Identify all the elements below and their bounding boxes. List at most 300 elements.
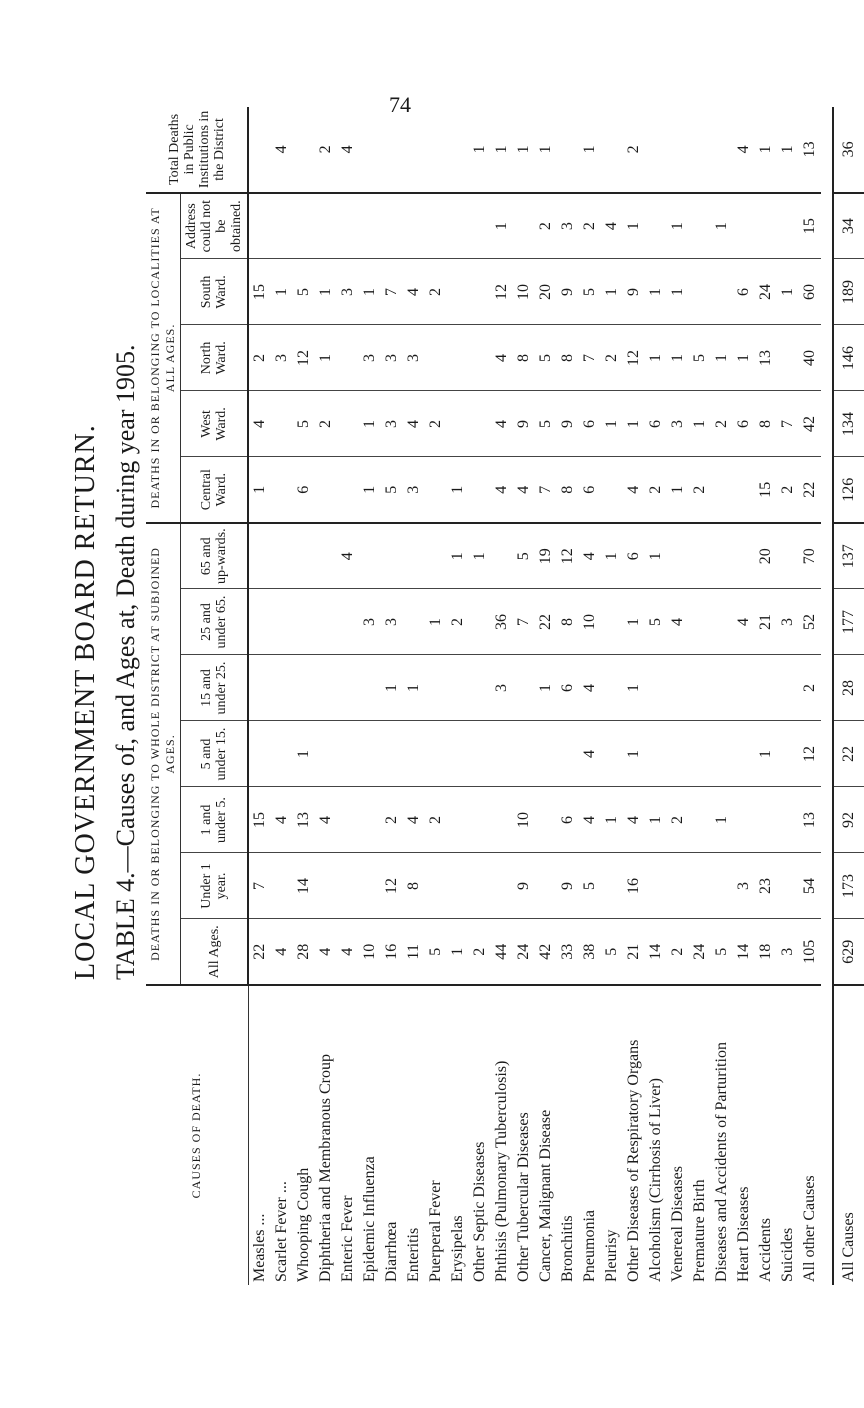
- causes-header: CAUSES OF DEATH.: [146, 985, 248, 1285]
- count-cell: 1: [755, 107, 777, 193]
- count-cell: [689, 721, 711, 787]
- count-cell: [248, 107, 271, 193]
- cause-name: Bronchitis: [559, 1215, 576, 1282]
- count-cell: 4: [579, 523, 601, 589]
- count-cell: 1: [711, 193, 733, 259]
- count-cell: [733, 787, 755, 853]
- count-cell: 1: [667, 193, 689, 259]
- count-cell: 2: [667, 919, 689, 985]
- table-row: [513, 107, 535, 1285]
- count-cell: 28: [833, 655, 864, 721]
- count-cell: 3: [359, 589, 381, 655]
- causes-of-death-table: [146, 107, 864, 1285]
- count-cell: [469, 853, 491, 919]
- count-cell: [293, 523, 315, 589]
- count-cell: 6: [645, 391, 667, 457]
- count-cell: 12: [557, 523, 579, 589]
- count-cell: [711, 523, 733, 589]
- count-cell: 1: [623, 193, 645, 259]
- count-cell: 1: [601, 259, 623, 325]
- count-cell: [425, 193, 447, 259]
- count-cell: 1: [645, 787, 667, 853]
- count-cell: 4: [491, 391, 513, 457]
- count-cell: 20: [535, 259, 557, 325]
- count-cell: [248, 589, 271, 655]
- count-cell: [425, 457, 447, 523]
- count-cell: 9: [513, 391, 535, 457]
- cause-name: Pneumonia: [581, 1210, 598, 1282]
- count-cell: [359, 523, 381, 589]
- count-cell: 4: [271, 919, 293, 985]
- count-cell: 24: [513, 919, 535, 985]
- count-cell: 22: [799, 457, 821, 523]
- column-header: 65 and up-wards.: [181, 523, 249, 589]
- count-cell: 1: [777, 259, 799, 325]
- count-cell: 7: [579, 325, 601, 391]
- count-cell: 3: [667, 391, 689, 457]
- count-cell: 1: [755, 721, 777, 787]
- count-cell: 10: [359, 919, 381, 985]
- count-cell: 189: [833, 259, 864, 325]
- count-cell: 7: [381, 259, 403, 325]
- count-cell: [293, 655, 315, 721]
- count-cell: 2: [425, 391, 447, 457]
- table-body: [248, 107, 864, 1285]
- count-cell: 5: [513, 523, 535, 589]
- count-cell: [447, 107, 469, 193]
- count-cell: [359, 193, 381, 259]
- count-cell: 9: [557, 259, 579, 325]
- count-cell: 5: [689, 325, 711, 391]
- count-cell: [733, 457, 755, 523]
- count-cell: [315, 523, 337, 589]
- count-cell: 6: [557, 655, 579, 721]
- count-cell: [513, 655, 535, 721]
- count-cell: 60: [799, 259, 821, 325]
- count-cell: 36: [491, 589, 513, 655]
- table-row: [535, 107, 557, 1285]
- table-row: [557, 107, 579, 1285]
- count-cell: [667, 523, 689, 589]
- count-cell: [513, 193, 535, 259]
- count-cell: 4: [403, 391, 425, 457]
- table-row: [337, 107, 359, 1285]
- count-cell: [248, 193, 271, 259]
- count-cell: 16: [623, 853, 645, 919]
- count-cell: [645, 193, 667, 259]
- count-cell: 6: [623, 523, 645, 589]
- count-cell: [513, 721, 535, 787]
- column-header: Address could not be obtained.: [181, 193, 249, 259]
- count-cell: 12: [381, 853, 403, 919]
- count-cell: [645, 107, 667, 193]
- count-cell: 18: [755, 919, 777, 985]
- count-cell: 2: [469, 919, 491, 985]
- cause-name: Enteric Fever: [339, 1195, 356, 1282]
- count-cell: 1: [491, 107, 513, 193]
- count-cell: 1: [535, 107, 557, 193]
- count-cell: 2: [799, 655, 821, 721]
- count-cell: 6: [733, 391, 755, 457]
- count-cell: [667, 655, 689, 721]
- table-row: [623, 107, 645, 1285]
- count-cell: 13: [755, 325, 777, 391]
- count-cell: 15: [248, 259, 271, 325]
- count-cell: [337, 721, 359, 787]
- cause-name: Diarrhœa: [383, 1221, 400, 1282]
- count-cell: [447, 325, 469, 391]
- count-cell: 12: [799, 721, 821, 787]
- count-cell: 1: [623, 655, 645, 721]
- count-cell: 134: [833, 391, 864, 457]
- count-cell: 1: [403, 655, 425, 721]
- count-cell: [447, 787, 469, 853]
- count-cell: 1: [623, 721, 645, 787]
- count-cell: [403, 523, 425, 589]
- count-cell: 3: [777, 589, 799, 655]
- table-row: [689, 107, 711, 1285]
- count-cell: 1: [513, 107, 535, 193]
- count-cell: [425, 721, 447, 787]
- count-cell: 1: [711, 325, 733, 391]
- count-cell: 2: [248, 325, 271, 391]
- count-cell: 3: [359, 325, 381, 391]
- table-row: [248, 107, 271, 1285]
- count-cell: 92: [833, 787, 864, 853]
- table-row: [469, 107, 491, 1285]
- count-cell: [271, 721, 293, 787]
- count-cell: [447, 193, 469, 259]
- count-cell: [469, 193, 491, 259]
- count-cell: [645, 655, 667, 721]
- count-cell: 14: [293, 853, 315, 919]
- count-cell: 42: [799, 391, 821, 457]
- count-cell: 4: [271, 787, 293, 853]
- count-cell: 1: [359, 457, 381, 523]
- table-row: [403, 107, 425, 1285]
- count-cell: 2: [689, 457, 711, 523]
- count-cell: 6: [579, 457, 601, 523]
- count-cell: [271, 391, 293, 457]
- count-cell: 15: [799, 193, 821, 259]
- count-cell: 5: [601, 919, 623, 985]
- count-cell: 33: [557, 919, 579, 985]
- count-cell: 1: [667, 325, 689, 391]
- count-cell: [447, 721, 469, 787]
- count-cell: 5: [579, 853, 601, 919]
- count-cell: 3: [381, 391, 403, 457]
- count-cell: 8: [557, 325, 579, 391]
- cause-name: Enteritis: [405, 1227, 422, 1282]
- table-row: [799, 107, 821, 1285]
- count-cell: 137: [833, 523, 864, 589]
- column-header: South Ward.: [181, 259, 249, 325]
- count-cell: 1: [667, 259, 689, 325]
- count-cell: 6: [579, 391, 601, 457]
- count-cell: 4: [491, 325, 513, 391]
- count-cell: 13: [799, 107, 821, 193]
- count-cell: 1: [601, 391, 623, 457]
- column-header: All Ages.: [181, 919, 249, 985]
- count-cell: [689, 787, 711, 853]
- cause-name: Other Diseases of Respiratory Organs: [625, 1039, 642, 1282]
- count-cell: 2: [601, 325, 623, 391]
- count-cell: [315, 193, 337, 259]
- count-cell: [491, 787, 513, 853]
- count-cell: [469, 589, 491, 655]
- count-cell: 22: [535, 589, 557, 655]
- count-cell: [777, 193, 799, 259]
- count-cell: 4: [315, 919, 337, 985]
- table-row: [447, 107, 469, 1285]
- column-header: West Ward.: [181, 391, 249, 457]
- count-cell: 6: [293, 457, 315, 523]
- count-cell: 1: [447, 457, 469, 523]
- count-cell: [293, 589, 315, 655]
- count-cell: 5: [535, 391, 557, 457]
- cause-name: Pleurisy: [603, 1229, 620, 1282]
- cause-name: Puerperal Fever: [427, 1180, 444, 1282]
- count-cell: [315, 721, 337, 787]
- table-row: [777, 107, 799, 1285]
- count-cell: [403, 107, 425, 193]
- cause-name: Epidemic Influenza: [361, 1156, 378, 1282]
- count-cell: 2: [579, 193, 601, 259]
- cause-name: Suicides: [779, 1227, 796, 1282]
- column-header: 5 and under 15.: [181, 721, 249, 787]
- count-cell: 1: [579, 107, 601, 193]
- count-cell: 1: [623, 391, 645, 457]
- count-cell: 4: [601, 193, 623, 259]
- count-cell: [469, 457, 491, 523]
- count-cell: 5: [645, 589, 667, 655]
- count-cell: 4: [403, 259, 425, 325]
- count-cell: 3: [777, 919, 799, 985]
- count-cell: [359, 107, 381, 193]
- table-title: TABLE 4.—Causes of, and Ages at, Death during year 1905.: [111, 344, 140, 980]
- count-cell: [248, 655, 271, 721]
- count-cell: 2: [777, 457, 799, 523]
- count-cell: 5: [293, 259, 315, 325]
- count-cell: 14: [733, 919, 755, 985]
- count-cell: 1: [469, 107, 491, 193]
- cause-name: Cancer, Malignant Disease: [537, 1109, 554, 1282]
- count-cell: 4: [248, 391, 271, 457]
- count-cell: [711, 457, 733, 523]
- count-cell: 38: [579, 919, 601, 985]
- count-cell: 1: [447, 919, 469, 985]
- count-cell: 22: [833, 721, 864, 787]
- column-header: 15 and under 25.: [181, 655, 249, 721]
- count-cell: 24: [755, 259, 777, 325]
- count-cell: 4: [315, 787, 337, 853]
- count-cell: 1: [491, 193, 513, 259]
- count-cell: [359, 787, 381, 853]
- localities-group-header: DEATHS IN OR BELONGING TO LOCALITIES AT ALL AGES.: [146, 193, 181, 523]
- count-cell: 2: [667, 787, 689, 853]
- count-cell: 40: [799, 325, 821, 391]
- count-cell: [447, 655, 469, 721]
- count-cell: 629: [833, 919, 864, 985]
- count-cell: [601, 655, 623, 721]
- rotated-table-wrapper: [146, 110, 857, 1285]
- count-cell: 7: [248, 853, 271, 919]
- cause-name: All other Causes: [801, 1175, 818, 1282]
- count-cell: 4: [337, 107, 359, 193]
- count-cell: [271, 193, 293, 259]
- count-cell: [601, 721, 623, 787]
- count-cell: 8: [557, 457, 579, 523]
- table-row: [315, 107, 337, 1285]
- count-cell: 1: [359, 391, 381, 457]
- count-cell: [689, 589, 711, 655]
- count-cell: 5: [711, 919, 733, 985]
- count-cell: [447, 853, 469, 919]
- count-cell: 105: [799, 919, 821, 985]
- count-cell: 19: [535, 523, 557, 589]
- count-cell: [248, 523, 271, 589]
- count-cell: 15: [248, 787, 271, 853]
- cause-name: Whooping Cough: [295, 1167, 312, 1282]
- count-cell: 1: [359, 259, 381, 325]
- count-cell: 4: [733, 107, 755, 193]
- count-cell: 2: [711, 391, 733, 457]
- count-cell: 1: [293, 721, 315, 787]
- count-cell: 3: [381, 325, 403, 391]
- count-cell: 5: [535, 325, 557, 391]
- count-cell: 44: [491, 919, 513, 985]
- count-cell: 28: [293, 919, 315, 985]
- table-row: [579, 107, 601, 1285]
- count-cell: 3: [337, 259, 359, 325]
- count-cell: [469, 655, 491, 721]
- column-header: 25 and under 65.: [181, 589, 249, 655]
- count-cell: 1: [271, 259, 293, 325]
- count-cell: [711, 589, 733, 655]
- page-number: 74: [389, 92, 411, 117]
- count-cell: 13: [293, 787, 315, 853]
- table-row: [601, 107, 623, 1285]
- count-cell: 1: [447, 523, 469, 589]
- count-cell: [337, 853, 359, 919]
- count-cell: [271, 457, 293, 523]
- cause-name: Diphtheria and Membranous Croup: [317, 1054, 334, 1282]
- count-cell: 8: [403, 853, 425, 919]
- count-cell: 15: [755, 457, 777, 523]
- cause-name: Other Tubercular Diseases: [515, 1112, 532, 1282]
- count-cell: 2: [315, 391, 337, 457]
- count-cell: 10: [513, 259, 535, 325]
- count-cell: 34: [833, 193, 864, 259]
- count-cell: 1: [535, 655, 557, 721]
- count-cell: [425, 523, 447, 589]
- count-cell: 1: [469, 523, 491, 589]
- count-cell: 12: [623, 325, 645, 391]
- count-cell: [469, 325, 491, 391]
- count-cell: 10: [579, 589, 601, 655]
- table-row: [733, 107, 755, 1285]
- count-cell: 2: [623, 107, 645, 193]
- count-cell: [491, 853, 513, 919]
- count-cell: 177: [833, 589, 864, 655]
- table-row: [755, 107, 777, 1285]
- count-cell: [711, 107, 733, 193]
- count-cell: [425, 853, 447, 919]
- count-cell: [755, 655, 777, 721]
- count-cell: [491, 523, 513, 589]
- count-cell: [337, 655, 359, 721]
- cause-name: Phthisis (Pulmonary Tuberculosis): [493, 1060, 510, 1282]
- institutions-header: Total Deaths in Public Institutions in the District: [146, 107, 248, 193]
- count-cell: 4: [337, 919, 359, 985]
- count-cell: 7: [513, 589, 535, 655]
- cause-name: Heart Diseases: [735, 1186, 752, 1282]
- column-header: North Ward.: [181, 325, 249, 391]
- count-cell: 2: [315, 107, 337, 193]
- count-cell: [293, 107, 315, 193]
- count-cell: [315, 655, 337, 721]
- count-cell: [733, 523, 755, 589]
- count-cell: 1: [315, 325, 337, 391]
- count-cell: 4: [491, 457, 513, 523]
- count-cell: [667, 721, 689, 787]
- count-cell: 2: [645, 457, 667, 523]
- count-cell: 3: [491, 655, 513, 721]
- count-cell: 9: [513, 853, 535, 919]
- column-header: 1 and under 5.: [181, 787, 249, 853]
- count-cell: [381, 193, 403, 259]
- count-cell: [535, 787, 557, 853]
- count-cell: [425, 325, 447, 391]
- count-cell: 3: [381, 589, 403, 655]
- cause-name: Other Septic Diseases: [471, 1141, 488, 1282]
- cause-name: Scarlet Fever ...: [273, 1181, 290, 1282]
- count-cell: [689, 853, 711, 919]
- count-cell: 7: [777, 391, 799, 457]
- count-cell: 1: [601, 523, 623, 589]
- count-cell: [403, 589, 425, 655]
- count-cell: [293, 193, 315, 259]
- count-cell: 54: [799, 853, 821, 919]
- column-header: Central Ward.: [181, 457, 249, 523]
- count-cell: 8: [513, 325, 535, 391]
- cause-name: Diseases and Accidents of Parturition: [713, 1042, 730, 1282]
- count-cell: [645, 721, 667, 787]
- count-cell: 1: [645, 259, 667, 325]
- count-cell: 1: [711, 787, 733, 853]
- count-cell: [601, 107, 623, 193]
- count-cell: 10: [513, 787, 535, 853]
- count-cell: [557, 721, 579, 787]
- count-cell: [315, 589, 337, 655]
- count-cell: 1: [425, 589, 447, 655]
- total-row: [833, 107, 864, 1285]
- count-cell: 14: [645, 919, 667, 985]
- count-cell: 24: [689, 919, 711, 985]
- count-cell: 21: [623, 919, 645, 985]
- table-row: [711, 107, 733, 1285]
- count-cell: 4: [623, 787, 645, 853]
- count-cell: [777, 721, 799, 787]
- table-row: [359, 107, 381, 1285]
- count-cell: [337, 193, 359, 259]
- count-cell: 12: [491, 259, 513, 325]
- count-cell: [425, 655, 447, 721]
- count-cell: 8: [755, 391, 777, 457]
- count-cell: [248, 721, 271, 787]
- count-cell: 4: [623, 457, 645, 523]
- count-cell: [777, 523, 799, 589]
